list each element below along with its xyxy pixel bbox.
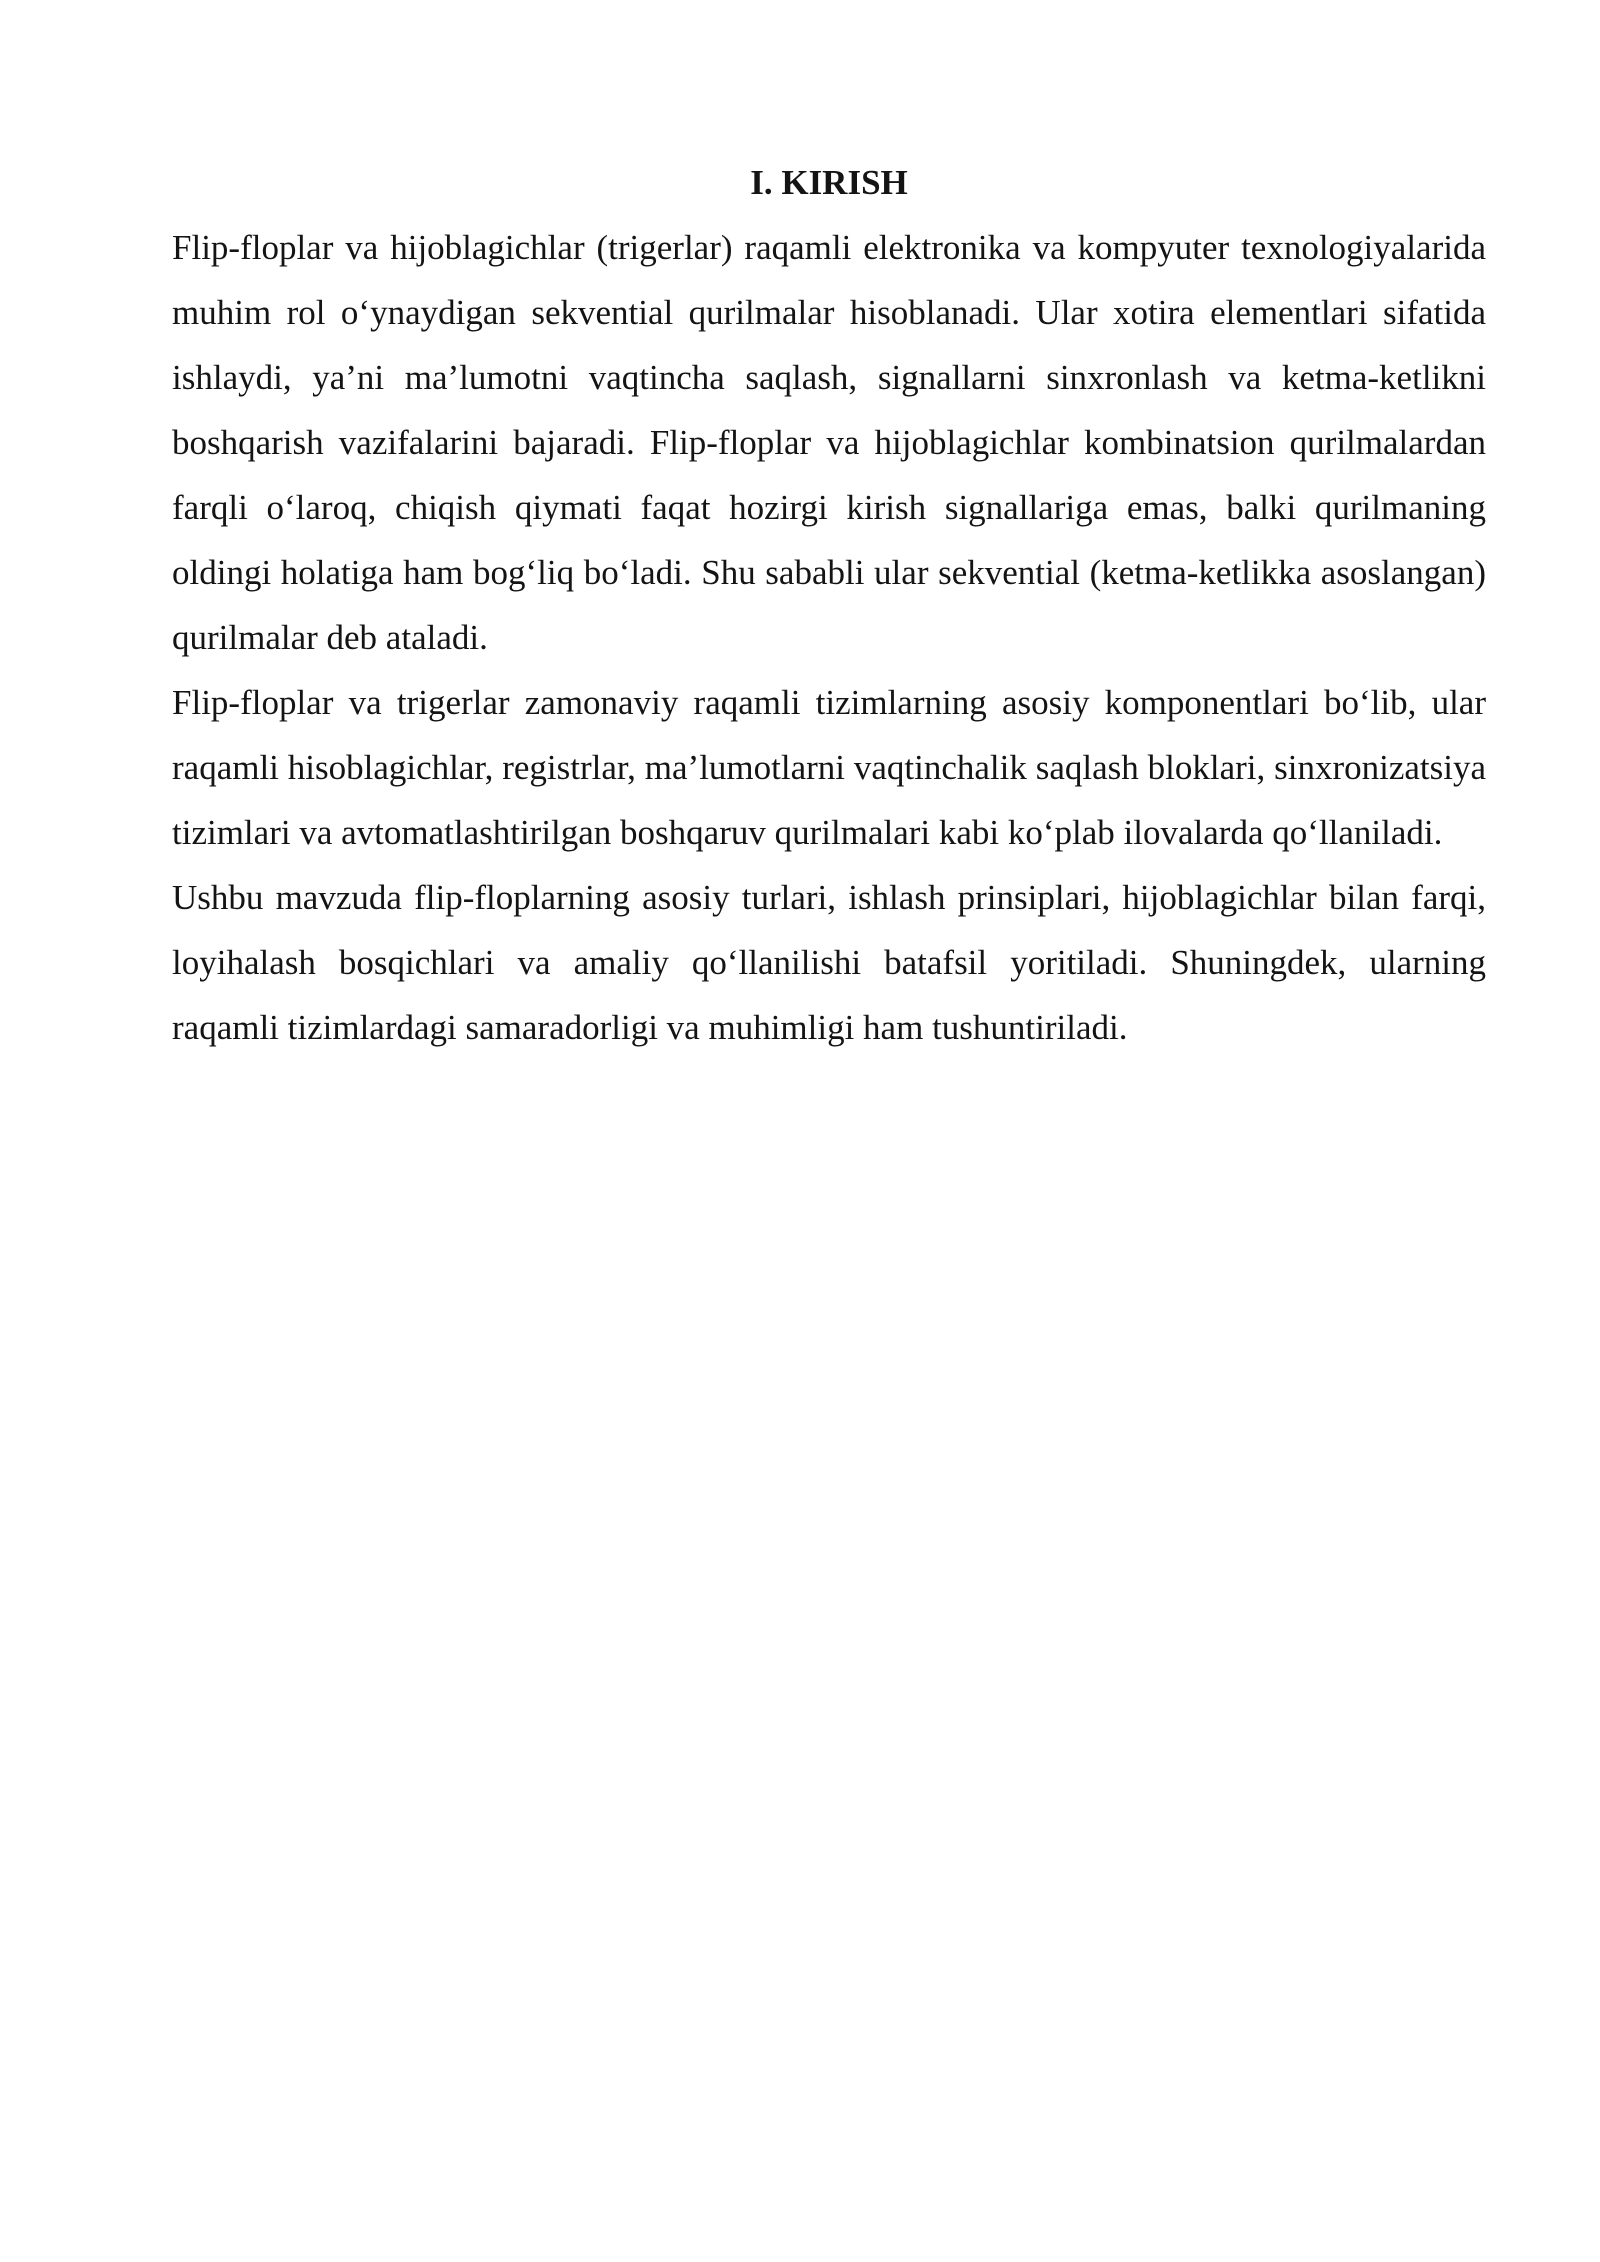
paragraph-intro: Flip-floplar va hijoblagichlar (trigerlar) raqamli elektronika va kompyuter texnologiyalarida muhim rol o‘ynaydigan sekvential qurilmalar hisoblanadi. Ular xotira elementlari sifatida ishlaydi, ya’ni ma’lumotni vaqtincha saqlash, signallarni sinxronlash va ketma-ketlikni boshqarish vazifalarini bajaradi. Flip-floplar va hijoblagichlar kombinatsion qurilmalardan farqli o‘laroq, chiqish qiymati faqat hozirgi kirish signallariga emas, balki qurilmaning oldingi holatiga ham bog‘liq bo‘ladi. Shu sababli ular sekvential (ketma-ketlikka asoslangan) qurilmalar deb ataladi. — [172, 228, 1486, 657]
document-body — [172, 150, 1486, 1060]
paragraph-topic-overview: Ushbu mavzuda flip-floplarning asosiy turlari, ishlash prinsiplari, hijoblagichlar bilan farqi, loyihalash bosqichlari va amaliy qo‘llanilishi batafsil yoritiladi. Shuningdek, ularning raqamli tizimlardagi samaradorligi va muhimligi ham tushuntiriladi. — [172, 878, 1486, 1047]
section-heading: I. KIRISH — [750, 163, 908, 202]
paragraph-components: Flip-floplar va trigerlar zamonaviy raqamli tizimlarning asosiy komponentlari bo‘lib, ular raqamli hisoblagichlar, registrlar, ma’lumotlarni vaqtinchalik saqlash bloklari, sinxronizatsiya tizimlari va avtomatlashtirilgan boshqaruv qurilmalari kabi ko‘plab ilovalarda qo‘llaniladi. — [172, 683, 1486, 852]
